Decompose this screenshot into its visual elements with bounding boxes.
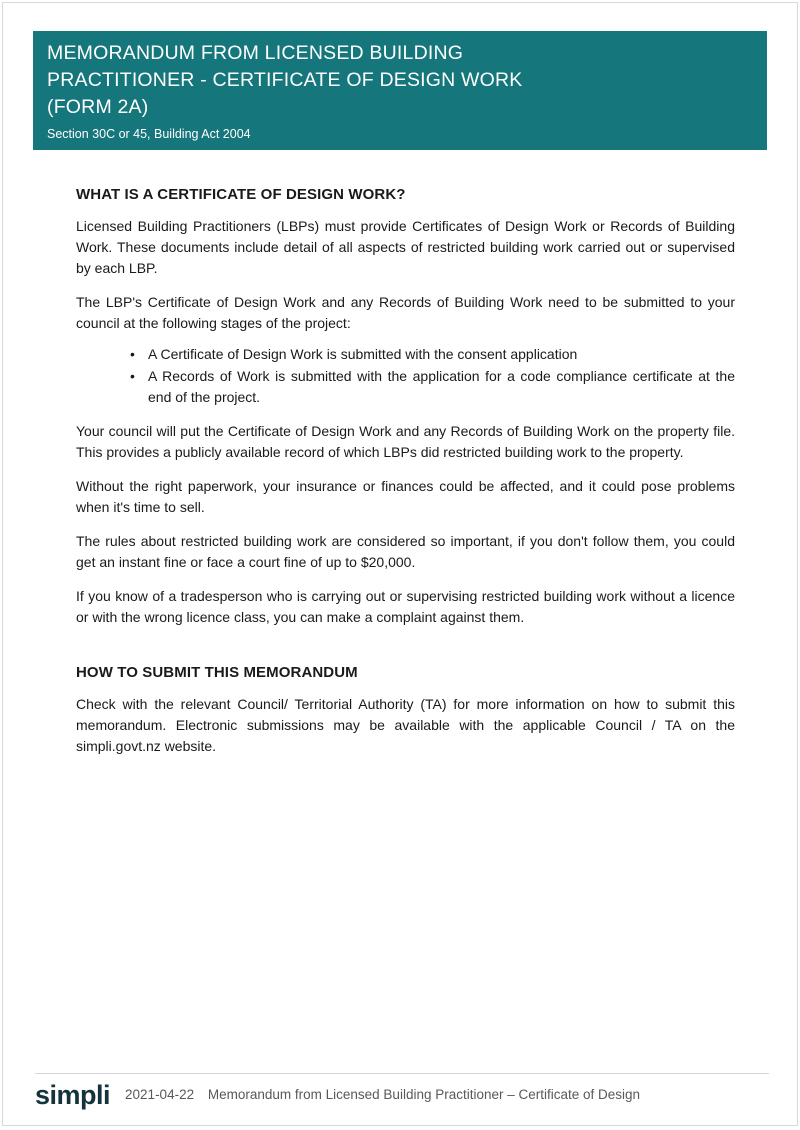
- form-title-line-3: (FORM 2A): [47, 96, 149, 118]
- list-item-text: A Records of Work is submitted with the application for a code compliance certificate at the end of the project.: [148, 368, 735, 405]
- section-heading-what-is: WHAT IS A CERTIFICATE OF DESIGN WORK?: [76, 186, 406, 203]
- list-item: [128, 344, 735, 365]
- paragraph: Check with the relevant Council/ Territorial Authority (TA) for more information on how to submit this memorandum. Electronic submissions may be available with the applicable Council / TA on the simpli.govt.nz website.: [76, 696, 735, 754]
- page-footer: [35, 1073, 769, 1109]
- form-title-line-1: MEMORANDUM FROM LICENSED BUILDING: [47, 42, 464, 64]
- document-page: [2, 2, 798, 1126]
- footer-date: 2021-04-22: [125, 1087, 195, 1102]
- section-heading-how-to: HOW TO SUBMIT THIS MEMORANDUM: [76, 664, 358, 681]
- list-item: [128, 366, 735, 408]
- paragraph: Without the right paperwork, your insurance or finances could be affected, and it could pose problems when it's time to sell.: [76, 478, 735, 515]
- document-body: [76, 186, 735, 757]
- paragraph: Your council will put the Certificate of Design Work and any Records of Building Work on the property file. This provides a publicly available record of which LBPs did restricted building work to the property.: [76, 423, 735, 460]
- form-subtitle: Section 30C or 45, Building Act 2004: [47, 127, 251, 141]
- bullet-icon: •: [130, 368, 135, 384]
- paragraph: The LBP's Certificate of Design Work and any Records of Building Work need to be submitted to your council at the following stages of the project:: [76, 294, 735, 331]
- list-item-text: A Certificate of Design Work is submitted with the consent application: [148, 346, 578, 362]
- footer-text: [125, 1086, 640, 1104]
- footer-doc-title: Memorandum from Licensed Building Practitioner – Certificate of Design: [207, 1087, 641, 1102]
- paragraph: Licensed Building Practitioners (LBPs) must provide Certificates of Design Work or Records of Building Work. These documents include detail of all aspects of restricted building work carried out or supervised by each LBP.: [76, 218, 735, 276]
- simpli-logo: simpli: [35, 1080, 111, 1110]
- form-title-line-2: PRACTITIONER - CERTIFICATE OF DESIGN WORK: [47, 69, 523, 91]
- paragraph: If you know of a tradesperson who is carrying out or supervising restricted building work without a licence or with the wrong licence class, you can make a complaint against them.: [76, 588, 735, 625]
- bullet-list: [128, 344, 735, 408]
- form-header-banner: [33, 31, 767, 150]
- bullet-icon: •: [130, 346, 135, 362]
- paragraph: The rules about restricted building work are considered so important, if you don't follow them, you could get an instant fine or face a court fine of up to $20,000.: [76, 533, 735, 570]
